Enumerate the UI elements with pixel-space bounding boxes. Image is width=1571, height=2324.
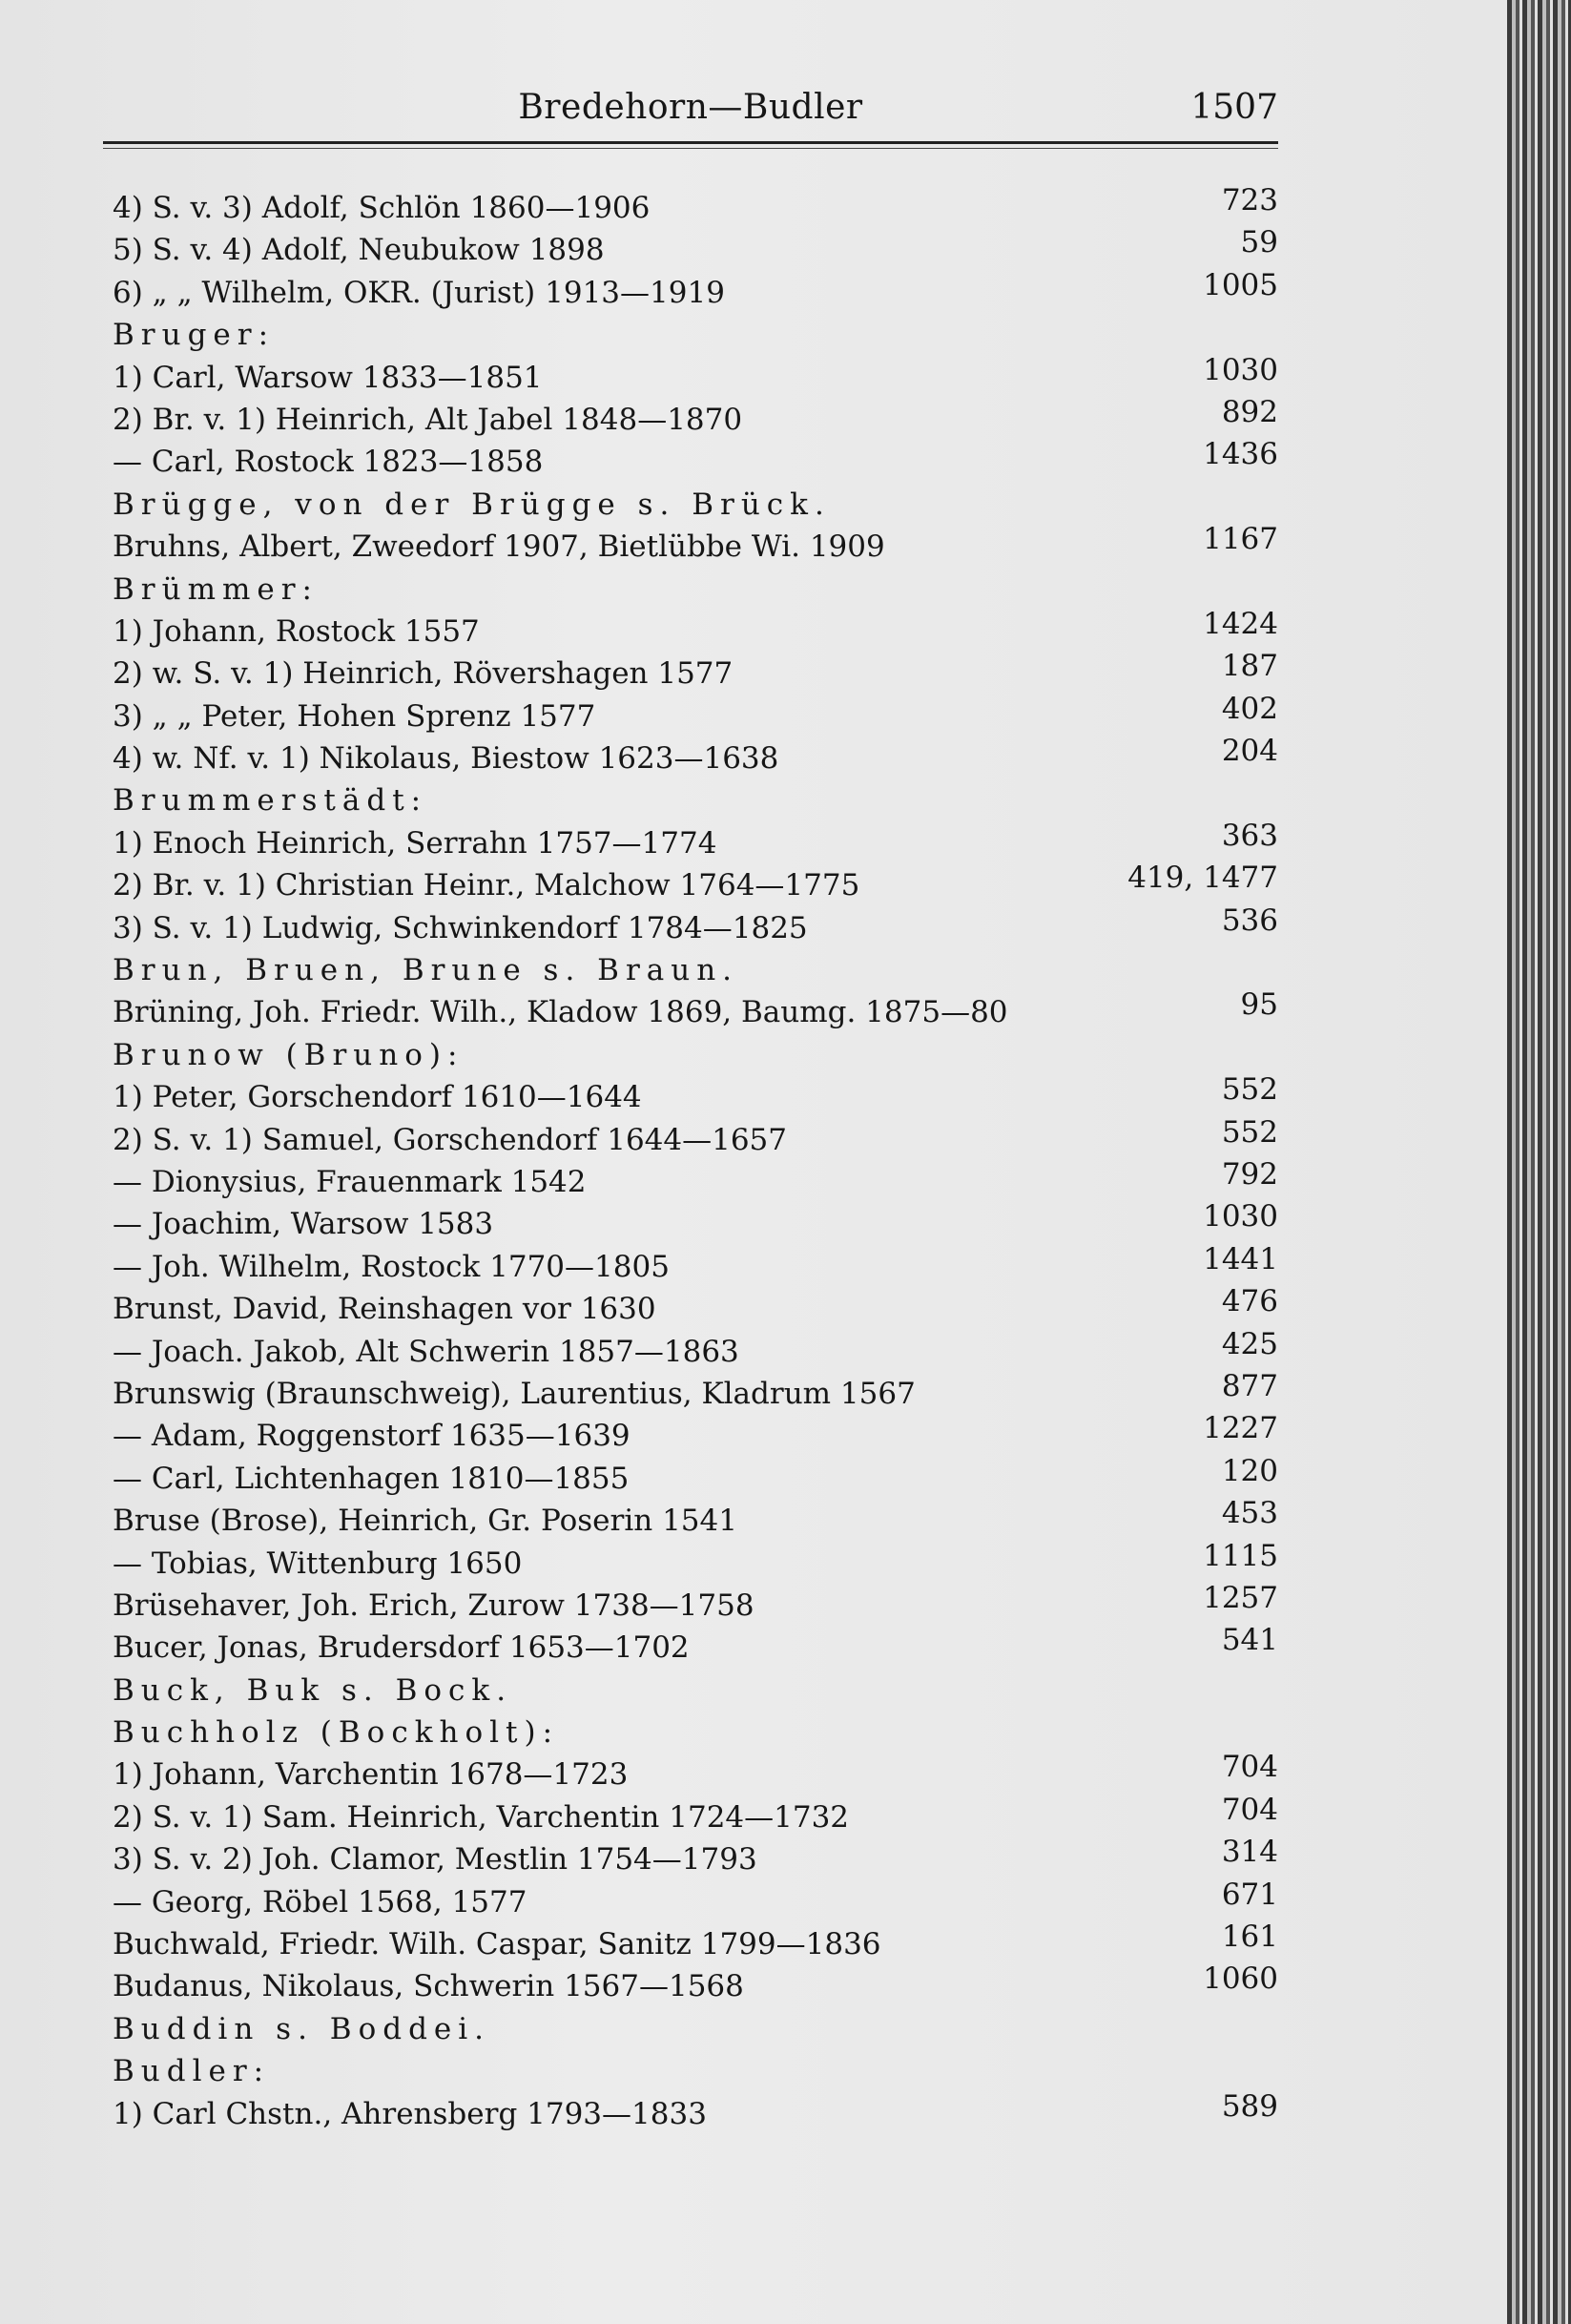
register-entry	[113, 1750, 1278, 1795]
entry-text: — Carl, Rostock 1823—1858	[113, 445, 544, 480]
register-entry	[113, 1368, 1278, 1415]
entry-text: 3) „ „ Peter, Hohen Sprenz 1577	[113, 698, 596, 734]
register-entry	[113, 225, 1278, 271]
register-entry	[113, 2088, 1278, 2135]
register-entry	[113, 1961, 1278, 2007]
entry-page-ref: 1436	[1203, 437, 1278, 472]
register-entry	[113, 1326, 1278, 1373]
entry-text: Budler:	[113, 2054, 271, 2089]
register-entry	[113, 1580, 1278, 1627]
entry-page-ref: 476	[1221, 1284, 1278, 1319]
entry-text: 1) Peter, Gorschendorf 1610—1644	[113, 1080, 642, 1115]
register-list	[113, 183, 1278, 2135]
register-entry	[113, 1623, 1278, 1669]
entry-text: — Carl, Lichtenhagen 1810—1855	[113, 1461, 630, 1496]
entry-text: — Joach. Jakob, Alt Schwerin 1857—1863	[113, 1334, 739, 1369]
entry-text: — Joh. Wilhelm, Rostock 1770—1805	[113, 1249, 670, 1284]
entry-text: 4) S. v. 3) Adolf, Schlön 1860—1906	[113, 191, 651, 225]
entry-text: Buchholz (Bockholt):	[113, 1715, 560, 1751]
entry-page-ref: 792	[1221, 1156, 1278, 1192]
header-rule-thin	[103, 148, 1278, 149]
entry-page-ref: 589	[1221, 2088, 1278, 2124]
register-entry	[113, 352, 1278, 399]
page-header	[103, 88, 1278, 141]
entry-page-ref: 1424	[1203, 606, 1278, 641]
register-heading	[113, 569, 1278, 611]
entry-page-ref: 363	[1221, 818, 1278, 853]
entry-page-ref: 1257	[1203, 1580, 1278, 1615]
register-heading	[113, 949, 1278, 991]
register-entry	[113, 1919, 1278, 1965]
entry-text: Budanus, Nikolaus, Schwerin 1567—1568	[113, 1969, 744, 2004]
entry-text: 4) w. Nf. v. 1) Nikolaus, Biestow 1623—1638	[113, 741, 779, 777]
entry-text: 2) Br. v. 1) Heinrich, Alt Jabel 1848—1870	[113, 402, 743, 437]
entry-page-ref: 704	[1221, 1792, 1278, 1827]
register-entry	[113, 1072, 1278, 1118]
register-entry	[113, 1496, 1278, 1542]
book-binding-edge	[1507, 0, 1571, 2324]
entry-page-ref: 723	[1221, 183, 1278, 218]
register-entry	[113, 1156, 1278, 1203]
register-entry	[113, 861, 1278, 906]
entry-text: Bruhns, Albert, Zweedorf 1907, Bietlübbe Wi. 1909	[113, 529, 885, 565]
register-entry	[113, 437, 1278, 483]
entry-text: Brümmer:	[113, 571, 319, 607]
entry-page-ref: 204	[1221, 734, 1278, 769]
entry-page-ref: 1227	[1203, 1411, 1278, 1446]
entry-text: Bucer, Jonas, Brudersdorf 1653—1702	[113, 1630, 690, 1666]
entry-text: 5) S. v. 4) Adolf, Neubukow 1898	[113, 233, 605, 268]
register-entry	[113, 183, 1278, 229]
entry-text: 1) Carl, Warsow 1833—1851	[113, 360, 543, 395]
entry-text: 2) S. v. 1) Sam. Heinrich, Varchentin 1724—1732	[113, 1799, 850, 1835]
entry-page-ref: 425	[1221, 1326, 1278, 1361]
entry-text: — Tobias, Wittenburg 1650	[113, 1546, 523, 1581]
register-entry	[113, 1792, 1278, 1838]
entry-page-ref: 1167	[1203, 522, 1278, 557]
register-entry	[113, 734, 1278, 779]
entry-text: 2) Br. v. 1) Christian Heinr., Malchow 1764—1775	[113, 868, 860, 903]
entry-page-ref: 704	[1221, 1750, 1278, 1785]
entry-page-ref: 1030	[1203, 352, 1278, 387]
entry-page-ref: 1441	[1203, 1241, 1278, 1276]
entry-text: 6) „ „ Wilhelm, OKR. (Jurist) 1913—1919	[113, 275, 725, 310]
entry-page-ref: 892	[1221, 394, 1278, 429]
entry-text: 1) Enoch Heinrich, Serrahn 1757—1774	[113, 825, 717, 861]
entry-page-ref: 1115	[1203, 1538, 1278, 1573]
register-entry	[113, 1199, 1278, 1245]
entry-page-ref: 877	[1221, 1368, 1278, 1403]
header-rule	[103, 141, 1278, 144]
entry-text: — Adam, Roggenstorf 1635—1639	[113, 1419, 630, 1454]
entry-page-ref: 59	[1240, 225, 1278, 260]
entry-text: Brun, Bruen, Brune s. Braun.	[113, 953, 739, 988]
entry-page-ref: 1060	[1203, 1961, 1278, 1997]
register-entry	[113, 394, 1278, 441]
register-entry	[113, 606, 1278, 653]
register-entry	[113, 987, 1278, 1033]
entry-text: Brunst, David, Reinshagen vor 1630	[113, 1292, 656, 1327]
entry-text: — Joachim, Warsow 1583	[113, 1207, 494, 1242]
register-entry	[113, 1411, 1278, 1457]
register-entry	[113, 903, 1278, 949]
entry-page-ref: 1005	[1203, 267, 1278, 302]
register-heading	[113, 1712, 1278, 1753]
entry-page-ref: 552	[1221, 1072, 1278, 1108]
entry-text: 1) Johann, Varchentin 1678—1723	[113, 1757, 629, 1793]
register-entry	[113, 1453, 1278, 1500]
entry-text: Brüning, Joh. Friedr. Wilh., Kladow 1869, Baumg. 1875—80	[113, 995, 1008, 1030]
entry-page-ref: 402	[1221, 691, 1278, 726]
register-entry	[113, 649, 1278, 695]
register-entry	[113, 522, 1278, 568]
entry-text: Bruger:	[113, 318, 276, 353]
entry-text: Brummerstädt:	[113, 783, 428, 819]
register-heading	[113, 2050, 1278, 2092]
register-entry	[113, 1538, 1278, 1585]
entry-page-ref: 95	[1240, 987, 1278, 1023]
register-heading	[113, 779, 1278, 821]
entry-text: 1) Johann, Rostock 1557	[113, 613, 480, 649]
entry-page-ref: 314	[1221, 1835, 1278, 1870]
entry-text: Buchwald, Friedr. Wilh. Caspar, Sanitz 1799—1836	[113, 1927, 881, 1962]
entry-text: 3) S. v. 2) Joh. Clamor, Mestlin 1754—1793	[113, 1842, 757, 1878]
register-heading	[113, 2008, 1278, 2050]
entry-text: 2) w. S. v. 1) Heinrich, Rövershagen 1577	[113, 656, 734, 692]
register-entry	[113, 1877, 1278, 1923]
register-entry	[113, 1835, 1278, 1880]
entry-text: Brunswig (Braunschweig), Laurentius, Kladrum 1567	[113, 1376, 916, 1411]
register-heading	[113, 1670, 1278, 1712]
running-title: Bredehorn—Budler	[518, 88, 863, 127]
entry-text: Buddin s. Boddei.	[113, 2011, 491, 2046]
register-entry	[113, 1241, 1278, 1288]
entry-text: Brüsehaver, Joh. Erich, Zurow 1738—1758	[113, 1587, 754, 1623]
register-entry	[113, 1114, 1278, 1161]
entry-page-ref: 671	[1221, 1877, 1278, 1912]
entry-page-ref: 453	[1221, 1496, 1278, 1531]
entry-text: — Georg, Röbel 1568, 1577	[113, 1884, 527, 1919]
entry-text: 1) Carl Chstn., Ahrensberg 1793—1833	[113, 2096, 707, 2131]
register-entry	[113, 691, 1278, 737]
register-entry	[113, 267, 1278, 314]
entry-page-ref: 1030	[1203, 1199, 1278, 1235]
entry-text: Buck, Buk s. Bock.	[113, 1672, 513, 1708]
entry-text: 3) S. v. 1) Ludwig, Schwinkendorf 1784—1825	[113, 910, 808, 945]
entry-page-ref: 419, 1477	[1127, 861, 1278, 896]
entry-page-ref: 120	[1221, 1453, 1278, 1488]
register-heading	[113, 1034, 1278, 1076]
register-entry	[113, 1284, 1278, 1330]
entry-text: Brügge, von der Brügge s. Brück.	[113, 487, 831, 522]
entry-page-ref: 161	[1221, 1919, 1278, 1955]
register-entry	[113, 818, 1278, 864]
entry-page-ref: 187	[1221, 649, 1278, 684]
entry-text: Brunow (Bruno):	[113, 1037, 465, 1072]
entry-text: — Dionysius, Frauenmark 1542	[113, 1164, 587, 1199]
entry-page-ref: 536	[1221, 903, 1278, 938]
register-heading	[113, 314, 1278, 356]
register-heading	[113, 484, 1278, 526]
entry-text: 2) S. v. 1) Samuel, Gorschendorf 1644—1657	[113, 1122, 788, 1157]
entry-text: Bruse (Brose), Heinrich, Gr. Poserin 1541	[113, 1504, 737, 1539]
page-number: 1507	[1190, 88, 1278, 127]
entry-page-ref: 541	[1221, 1623, 1278, 1658]
entry-page-ref: 552	[1221, 1114, 1278, 1150]
